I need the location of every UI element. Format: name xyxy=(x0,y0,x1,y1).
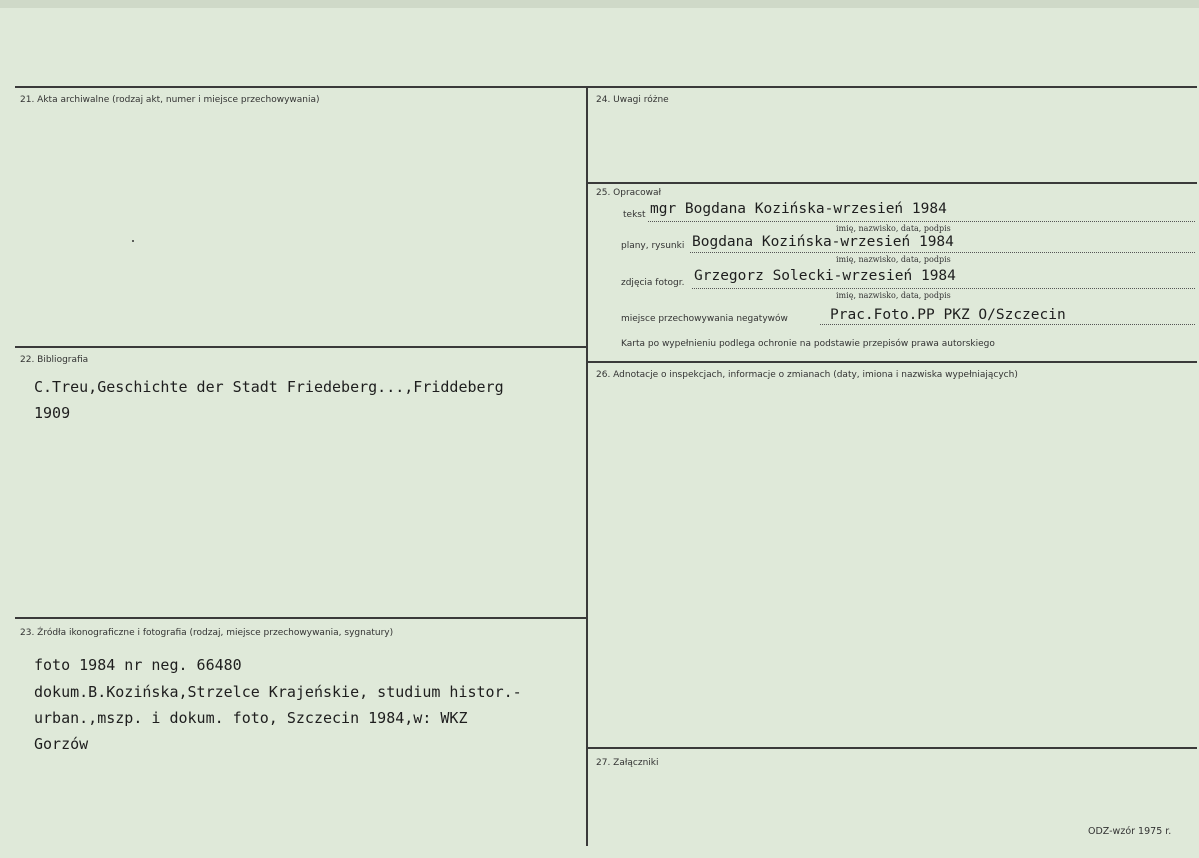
divider-24-25 xyxy=(588,182,1197,184)
tekst-hint: imię, nazwisko, data, podpis xyxy=(836,224,951,233)
negatywy-label: miejsce przechowywania negatywów xyxy=(621,314,788,324)
top-strip xyxy=(0,0,1199,8)
zdjecia-hint: imię, nazwisko, data, podpis xyxy=(836,291,951,300)
plany-hint: imię, nazwisko, data, podpis xyxy=(836,255,951,264)
divider-26-27 xyxy=(588,747,1197,749)
tekst-label: tekst xyxy=(623,210,646,220)
negatywy-value: Prac.Foto.PP PKZ O/Szczecin xyxy=(830,307,1066,323)
section-23-label: 23. Źródła ikonograficzne i fotografia (rodzaj, miejsce przechowywania, sygnatury) xyxy=(20,628,394,638)
zdjecia-label: zdjęcia fotogr. xyxy=(621,278,685,288)
bibliography-line-1: C.Treu,Geschichte der Stadt Friedeberg...,Friddeberg xyxy=(34,378,504,396)
plany-value: Bogdana Kozińska-wrzesień 1984 xyxy=(692,234,954,250)
top-border-line xyxy=(15,86,1197,88)
plany-label: plany, rysunki xyxy=(621,241,685,251)
form-code: ODZ-wzór 1975 r. xyxy=(1088,826,1172,837)
section-24-label: 24. Uwagi różne xyxy=(596,95,669,105)
stray-mark xyxy=(132,240,134,242)
section-26-label: 26. Adnotacje o inspekcjach, informacje o zmianach (daty, imiona i nazwiska wypełniających) xyxy=(596,370,1018,380)
iconography-line-4: Gorzów xyxy=(34,735,89,753)
divider-25-26 xyxy=(588,361,1197,363)
bibliography-line-2: 1909 xyxy=(34,404,71,422)
center-divider xyxy=(586,86,588,846)
tekst-value: mgr Bogdana Kozińska-wrzesień 1984 xyxy=(650,201,947,217)
divider-22-23 xyxy=(15,617,586,619)
iconography-line-2: dokum.B.Kozińska,Strzelce Krajeńskie, studium histor.- xyxy=(34,683,522,701)
zdjecia-dotted-line xyxy=(692,288,1195,289)
section-21-label: 21. Akta archiwalne (rodzaj akt, numer i miejsce przechowywania) xyxy=(20,95,320,105)
section-25-label: 25. Opracował xyxy=(596,188,662,198)
tekst-dotted-line xyxy=(648,221,1195,222)
iconography-line-1: foto 1984 nr neg. 66480 xyxy=(34,656,242,674)
section-22-label: 22. Bibliografia xyxy=(20,355,89,365)
divider-21-22 xyxy=(15,346,586,348)
section-27-label: 27. Załączniki xyxy=(596,758,659,768)
plany-dotted-line xyxy=(690,252,1195,253)
iconography-line-3: urban.,mszp. i dokum. foto, Szczecin 1984,w: WKZ xyxy=(34,709,468,727)
negatywy-dotted-line xyxy=(820,324,1195,325)
zdjecia-value: Grzegorz Solecki-wrzesień 1984 xyxy=(694,268,956,284)
copyright-note: Karta po wypełnieniu podlega ochronie na podstawie przepisów prawa autorskiego xyxy=(621,339,995,349)
